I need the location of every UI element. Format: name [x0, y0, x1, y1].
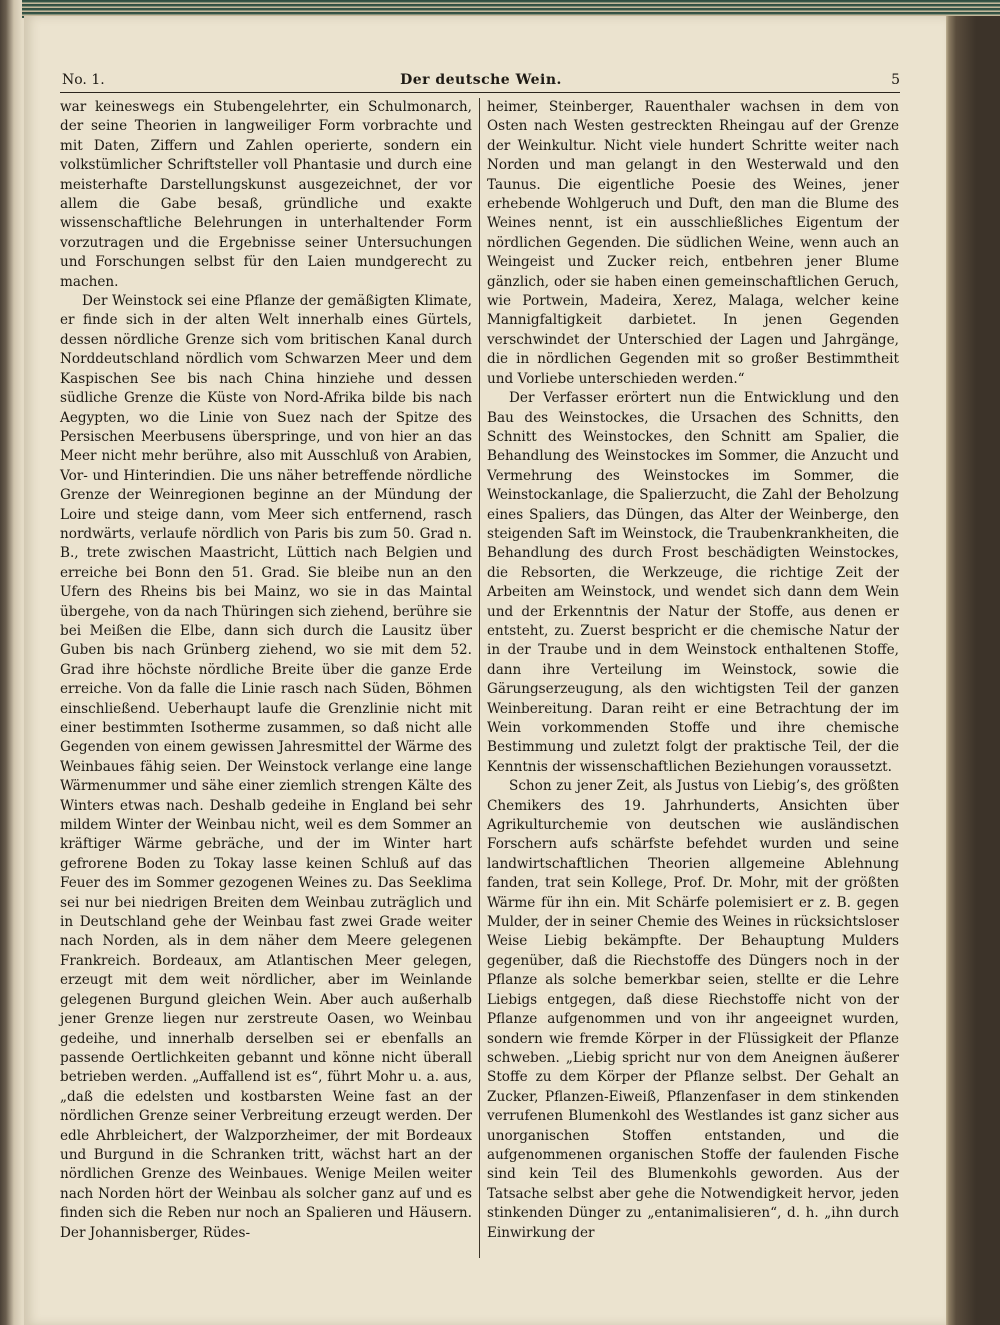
page-number: 5 [891, 72, 900, 88]
left-paragraph-1: war keineswegs ein Stubengelehrter, ein Schulmonarch, der seine Theorien in langweiliger Form vorbrachte und mit Daten, Ziffern und Zahlen operierte, sondern ein volkstümlicher Schriftsteller voll Phantasie und durch eine meisterhafte Darstellungskunst ausgezeichnet, der vor allem die Gabe besaß, gründliche und exakte wissenschaftliche Belehrungen in unterhaltender Form vorzutragen und die Ergebnisse seiner Untersuchungen und Forschungen selbst für den Laien mundgerecht zu machen. [60, 99, 472, 290]
right-paragraph-3: Schon zu jener Zeit, als Justus von Liebig’s, des größten Chemikers des 19. Jahrhunderts, Ansichten über Agrikulturchemie von deutschen wie ausländischen Forschern aufs schärfste befehdet wurden und seine landwirtschaftlichen Theorien allgemeine Ablehnung fanden, trat sein Kollege, Prof. Dr. Mohr, mit der größten Wärme für ihn ein. Mit Schärfe polemisiert er z. B. gegen Mulder, der in seiner Chemie des Weines in rücksichtsloser Weise Liebig bekämpfte. Der Behauptung Mulders gegenüber, daß die Riechstoffe des Düngers noch in der Pflanze als solche bemerkbar seien, stellte er die Lehre Liebigs entgegen, daß diese Riechstoffe nicht von der Pflanze aufgenommen und von ihr angeeignet wurden, sondern wie fremde Körper in der Flüssigkeit der Pflanze schweben. „Liebig spricht nur von dem Aneignen äußerer Stoffe zu dem Körper der Pflanze selbst. Der Gehalt an Zucker, Pflanzen-Eiweiß, Pflanzenfaser in dem stinkenden verrufenen Blumenkohl des Westlandes ist ganz sicher aus unorganischen Stoffen entstanden, und die aufgenommenen organischen Stoffe der faulenden Fische sind kein Teil des Blumenkohls geworden. Aus der Tatsache selbst aber gehe die Notwendigkeit hervor, jeden stinkenden Dünger zu „entanimalisieren“, d. h. „ihn durch Einwirkung der [487, 778, 899, 1241]
right-paragraph-1: heimer, Steinberger, Rauenthaler wachsen in dem von Osten nach Westen gestreckten Rheingau auf der Grenze der Weinkultur. Nicht viele hundert Schritte weiter nach Norden und man gelangt in den Westerwald und den Taunus. Die eigentliche Poesie des Weines, jener erhebende Wohlgeruch und Duft, den man die Blume des Weines nennt, ist ein ausschließliches Eigentum der nördlichen Gegenden. Die südlichen Weine, wenn auch an Weingeist und Zucker reich, entbehren jener Blume gänzlich, oder sie haben einen gemeinschaftlichen Geruch, wie Portwein, Madeira, Xerez, Malaga, welcher keine Mannigfaltigkeit darbietet. In jenen Gegenden verschwindet der Unterschied der Lagen und Jahrgänge, die in nördlichen Gegenden mit so großer Bestimmtheit und Vorliebe unterschieden werden.“ [487, 99, 899, 387]
book-right-edge [946, 16, 1000, 1325]
publication-title: Der deutsche Wein. [400, 72, 562, 88]
left-column [60, 98, 472, 1268]
running-header [62, 72, 900, 92]
right-paragraph-2: Der Verfasser erörtert nun die Entwicklung und den Bau des Weinstockes, die Ursachen des Schnitts, den Schnitt des Weinstockes, den Schnitt am Spalier, die Behandlung des Weinstockes im Sommer, die Anzucht und Vermehrung des Weinstockes im Sommer, die Weinstockanlage, die Spalierzucht, die Zahl der Beholzung eines Spaliers, das Düngen, das Alter der Weinberge, den steigenden Saft im Weinstock, die Traubenkrankheiten, die Behandlung des durch Frost beschädigten Weinstockes, die Rebsorten, die Werkzeuge, die richtige Zeit der Arbeiten am Weinstock, und wendet sich dann dem Wein und der Erkenntnis der Natur der Stoffe, aus denen er entsteht, zu. Zuerst bespricht er die chemische Natur der in der Traube und in dem Weinstock enthaltenen Stoffe, dann ihre Verteilung im Weinstock, sowie die Gärungserzeugung, als den wichtigsten Teil der ganzen Weinbereitung. Daran reiht er eine Betrachtung der im Wein vorkommenden Stoffe und ihre chemische Bestimmung und zuletzt folgt der praktische Teil, der die Kenntnis der wissenschaftlichen Beziehungen voraussetzt. [487, 390, 899, 775]
issue-number: No. 1. [62, 72, 105, 88]
column-divider [479, 98, 480, 1258]
right-column [487, 98, 899, 1268]
header-rule [60, 92, 900, 93]
left-paragraph-2: Der Weinstock sei eine Pflanze der gemäßigten Klimate, er finde sich in der alten Welt innerhalb eines Gürtels, dessen nördliche Grenze sich vom britischen Kanal durch Norddeutschland nördlich vom Schwarzen Meer und dem Kaspischen See bis nach China hinziehe und dessen südliche Grenze die Küste von Nord-Afrika bilde bis nach Aegypten, wo die Linie von Suez nach der Spitze des Persischen Meerbusens überspringe, und von hier an das Meer nicht mehr berühre, also mit Ausschluß von Arabien, Vor- und Hinterindien. Die uns näher betreffende nördliche Grenze der Weinregionen beginne an der Mündung der Loire und steige dann, vom Meer sich entfernend, rasch nordwärts, verlaufe nördlich von Paris bis zum 50. Grad n. B., trete zwischen Maastricht, Lüttich nach Belgien und erreiche bei Bonn den 51. Grad. Sie bleibe nun an den Ufern des Rheins bis bei Mainz, wo sie in das Maintal übergehe, von da nach Thüringen sich ziehend, berühre sie bei Meißen die Elbe, dann sich durch die Lausitz über Guben bis nach Grünberg ziehend, wo sie mit dem 52. Grad ihre höchste nördliche Breite über die ganze Erde erreiche. Von da falle die Linie rasch nach Süden, Böhmen einschließend. Ueberhaupt laufe die Grenzlinie nicht mit einer bestimmten Isotherme zusammen, so daß nicht alle Gegenden von einem gewissen Jahresmittel der Wärme des Weinbaues fähig seien. Der Weinstock verlange eine lange Wärmenummer und sähe einer ziemlich strengen Kälte des Winters etwas nach. Deshalb gedeihe in England bei sehr mildem Winter der Weinbau nicht, weil es dem Sommer an kräftiger Wärme gebräche, und der im Winter hart gefrorene Boden zu Tokay lasse keinen Schluß auf das Feuer des im Sommer gezogenen Weines zu. Das Seeklima sei nur bei niedrigen Breiten dem Weinbau zuträglich und in Deutschland gehe der Weinbau fast zwei Grade weiter nach Norden, als in dem näher dem Meere gelegenen Frankreich. Bordeaux, am Atlantischen Meer gelegen, erzeugt mit dem weit nördlicher, aber im Weinlande gelegenen Burgund gleichen Wein. Aber auch außerhalb jener Grenze liegen nur zerstreute Oasen, wo Weinbau gedeihe, und innerhalb derselben sei er ebenfalls an passende Oertlichkeiten gebannt und könne nicht überall betrieben werden. „Auffallend ist es“, führt Mohr u. a. aus, „daß die edelsten und kostbarsten Weine fast an der nördlichen Grenze seiner Verbreitung erzeugt werden. Der edle Ahrbleichert, der Walzporzheimer, der mit Bordeaux und Burgund in die Schranken tritt, wächst hart an der nördlichen Grenze des Weinbaues. Wenige Meilen weiter nach Norden hört der Weinbau als solcher ganz auf und es finden sich die Reben nur noch an Spalieren und Häusern. Der Johannisberger, Rüdes- [60, 293, 472, 1241]
